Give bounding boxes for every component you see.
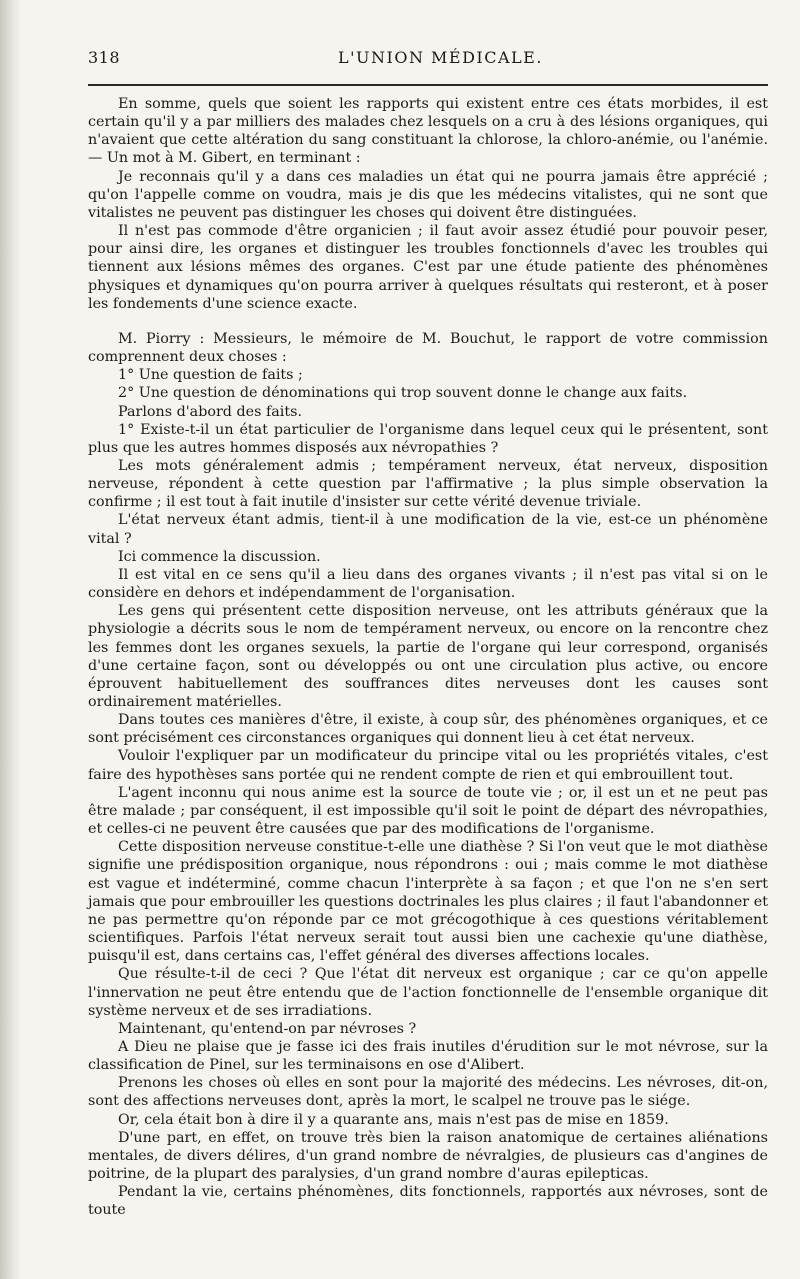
page-number: 318 [88, 48, 121, 67]
paragraph: L'état nerveux étant admis, tient-il à une modification de la vie, est-ce un phénomène vital ? [88, 512, 768, 547]
running-title: L'UNION MÉDICALE. [338, 48, 543, 67]
paragraph: D'une part, en effet, on trouve très bien la raison anatomique de certaines aliénations mentales, de divers délires, d'un grand nombre de névralgies, de plusieurs cas d'angines de poitrine, de la plupart des paralysies, d'un grand nombre d'auras epilepticas. [88, 1129, 768, 1183]
paragraph: En somme, quels que soient les rapports qui existent entre ces états morbides, il est certain qu'il y a par milliers des malades chez lesquels on a cru à des lésions organiques, qui n'avaient que cette altération du sang constituant la chlorose, la chloro-anémie, ou l'anémie. — Un mot à M. Gibert, en terminant : [88, 96, 768, 167]
paragraph: L'agent inconnu qui nous anime est la source de toute vie ; or, il est un et ne peut pas être malade ; par conséquent, il est impossible qu'il soit le point de départ des névropathies, et celles-ci ne peuvent être causées que par des modifications de l'organisme. [88, 784, 768, 838]
paragraph: Il n'est pas commode d'être organicien ; il faut avoir assez étudié pour pouvoir peser, pour ainsi dire, les organes et distinguer les troubles fonctionnels d'avec les troubles qui tiennent aux lésions mêmes des organes. C'est par une étude patiente des phénomènes physiques et dynamiques qu'on pourra arriver à quelques résultats qui resteront, et à poser les fondements d'une science exacte. [88, 223, 768, 312]
paragraph: 1° Existe-t-il un état particulier de l'organisme dans lequel ceux qui le présentent, sont plus que les autres hommes disposés aux névropathies ? [88, 421, 768, 456]
paragraph: Parlons d'abord des faits. [118, 403, 303, 420]
paragraph: Prenons les choses où elles en sont pour la majorité des médecins. Les névroses, dit-on, sont des affections nerveuses dont, après la mort, le scalpel ne trouve pas le siége. [88, 1075, 768, 1110]
list-item: 1° Une question de faits ; [118, 367, 303, 384]
paragraph: Vouloir l'expliquer par un modificateur du principe vital ou les propriétés vitales, c'est faire des hypothèses sans portée qui ne rendent compte de rien et qui embrouillent tout. [88, 748, 768, 783]
paragraph: Ici commence la discussion. [118, 548, 321, 565]
paragraph: Cette disposition nerveuse constitue-t-elle une diathèse ? Si l'on veut que le mot diathèse signifie une prédisposition organique, nous répondrons : oui ; mais comme le mot diathèse est vague et indéterminé, comme chacun l'interprète à sa façon ; et que l'on ne s'en sert jamais que pour embrouiller les questions doctrinales les plus claires ; il faut l'abandonner et ne pas permettre qu'on réponde par ce mot grécogothique à ces questions véritablement scientifiques. Parfois l'état nerveux serait tout aussi bien une cachexie qu'une diathèse, puisqu'il est, dans certains cas, l'effet général des diverses affections locales. [88, 839, 768, 965]
paragraph: Les gens qui présentent cette disposition nerveuse, ont les attributs généraux que la physiologie a décrits sous le nom de tempérament nerveux, ou encore on la rencontre chez les femmes dont les organes sexuels, la partie de l'organe qui leur correspond, organisés d'une certaine façon, sont ou développés ou ont une circulation plus active, ou encore éprouvent habituellement des souffrances dites nerveuses dont les causes sont ordinairement matérielles. [88, 603, 768, 710]
paragraph: Que résulte-t-il de ceci ? Que l'état dit nerveux est organique ; car ce qu'on appelle l'innervation ne peut être entendu que de l'action fonctionnelle de l'ensemble organique dit système nerveux et de ses irradiations. [88, 966, 768, 1019]
paragraph: A Dieu ne plaise que je fasse ici des frais inutiles d'érudition sur le mot névrose, sur la classification de Pinel, sur les terminaisons en ose d'Alibert. [88, 1038, 768, 1074]
paragraph: Pendant la vie, certains phénomènes, dits fonctionnels, rapportés aux névroses, sont de toute [88, 1184, 768, 1219]
paragraph-speaker-piorry: M. Piorry : Messieurs, le mémoire de M. Bouchut, le rapport de votre commission comprennent deux choses : [88, 330, 768, 366]
paragraph: Il est vital en ce sens qu'il a lieu dans des organes vivants ; il n'est pas vital si on le considère en dehors et indépendamment de l'organisation. [88, 566, 768, 602]
header-rule [88, 84, 768, 86]
paragraph: Maintenant, qu'entend-on par névroses ? [118, 1020, 417, 1037]
paragraph: Je reconnais qu'il y a dans ces maladies un état qui ne pourra jamais être apprécié ; qu'on l'appelle comme on voudra, mais je dis que les médecins vitalistes, qui ne sont que vitalistes ne peuvent pas distinguer les choses qui doivent être distinguées. [88, 168, 768, 221]
page-gutter-shadow [0, 0, 22, 1279]
page-header [88, 44, 768, 70]
paragraph: Dans toutes ces manières d'être, il existe, à coup sûr, des phénomènes organiques, et ce sont précisément ces circonstances organiques qui donnent lieu à cet état nerveux. [88, 712, 768, 747]
article-body [88, 95, 768, 1220]
paragraph: Les mots généralement admis ; tempérament nerveux, état nerveux, disposition nerveuse, répondent à cette question par l'affirmative ; la plus simple observation la confirme ; il est tout à fait inutile d'insister sur cette vérité devenue triviale. [88, 457, 768, 511]
list-item: 2° Une question de dénominations qui trop souvent donne le change aux faits. [118, 385, 688, 402]
paragraph: Or, cela était bon à dire il y a quarante ans, mais n'est pas de mise en 1859. [118, 1111, 669, 1128]
